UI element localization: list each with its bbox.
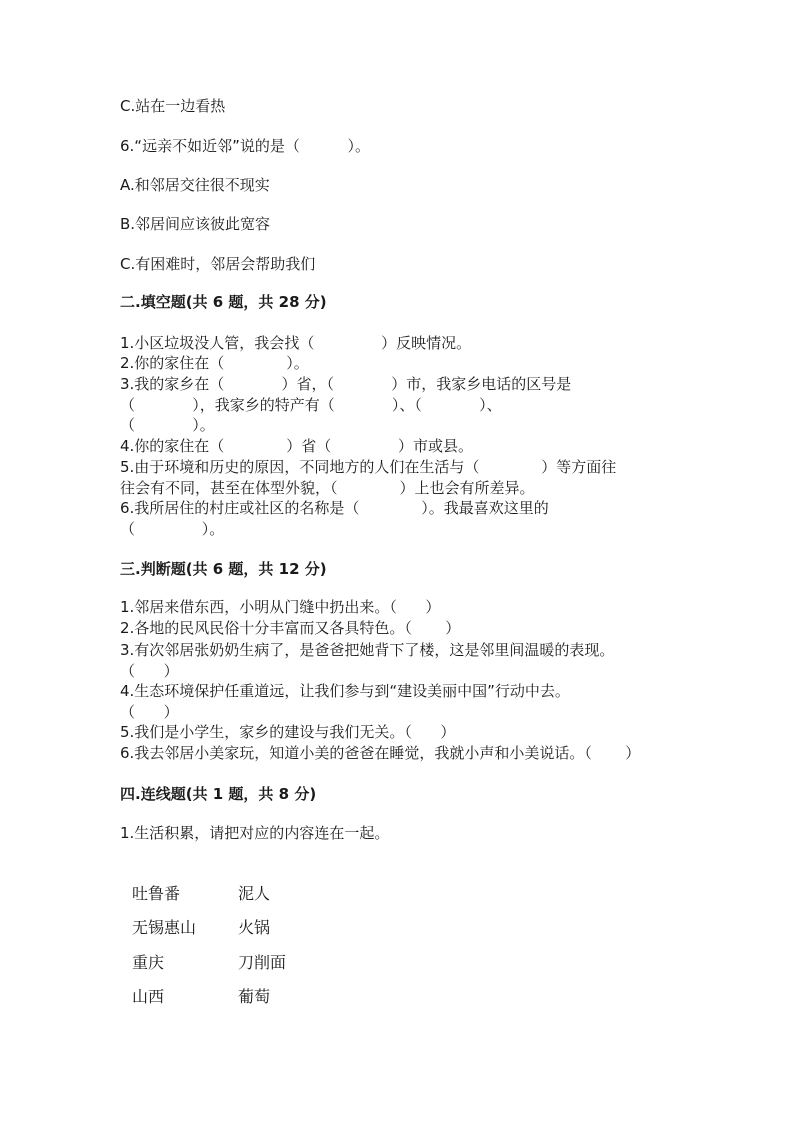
q6-option-a: A.和邻居交往很不现实 <box>120 176 270 194</box>
judge-line: （ ） <box>120 703 179 721</box>
match-left-item[interactable]: 重庆 <box>132 953 165 972</box>
match-left-item[interactable]: 无锡惠山 <box>132 918 197 937</box>
fill-line: （ ）。 <box>120 520 225 538</box>
fill-line: 2.你的家住在（ ）。 <box>120 354 309 372</box>
fill-line: 6.我所居住的村庄或社区的名称是（ ）。我最喜欢这里的 <box>120 499 549 517</box>
fill-line: （ ），我家乡的特产有（ ）、（ ）、 <box>120 396 502 414</box>
fill-line: 3.我的家乡在（ ）省，（ ）市，我家乡电话的区号是 <box>120 375 572 393</box>
judge-line: 5.我们是小学生，家乡的建设与我们无关。（ ） <box>120 723 456 741</box>
judge-line: 6.我去邻居小美家玩，知道小美的爸爸在睡觉，我就小声和小美说话。（ ） <box>120 744 641 762</box>
fill-line: 4.你的家住在（ ）省（ ）市或县。 <box>120 437 474 455</box>
q5-option-c: C.站在一边看热 <box>120 97 226 115</box>
section4-heading: 四.连线题(共 1 题，共 8 分) <box>120 785 317 803</box>
match-right-item[interactable]: 火锅 <box>238 918 271 937</box>
match-left-item[interactable]: 山西 <box>132 987 165 1006</box>
judge-line: 1.邻居来借东西，小明从门缝中扔出来。（ ） <box>120 598 441 616</box>
section3-heading: 三.判断题(共 6 题，共 12 分) <box>120 560 327 578</box>
judge-line: 4.生态环境保护任重道远，让我们参与到“建设美丽中国”行动中去。 <box>120 682 570 700</box>
match-left-item[interactable]: 吐鲁番 <box>132 884 181 903</box>
q6-question: 6.“远亲不如近邻”说的是（ ）。 <box>120 137 371 155</box>
judge-line: 2.各地的民风民俗十分丰富而又各具特色。（ ） <box>120 619 461 637</box>
fill-line: （ ）。 <box>120 416 215 434</box>
match-right-item[interactable]: 刀削面 <box>238 953 287 972</box>
judge-line: 3.有次邻居张奶奶生病了，是爸爸把她背下了楼，这是邻里间温暖的表现。 <box>120 641 615 659</box>
q6-option-b: B.邻居间应该彼此宽容 <box>120 215 271 233</box>
match-right-item[interactable]: 葡萄 <box>238 987 271 1006</box>
fill-line: 往会有不同，甚至在体型外貌，（ ）上也会有所差异。 <box>120 479 535 497</box>
judge-line: （ ） <box>120 662 179 680</box>
match-question: 1.生活积累，请把对应的内容连在一起。 <box>120 824 390 842</box>
section2-heading: 二.填空题(共 6 题，共 28 分) <box>120 293 327 311</box>
q6-option-c: C.有困难时，邻居会帮助我们 <box>120 255 316 273</box>
fill-line: 1.小区垃圾没人管，我会找（ ）反映情况。 <box>120 334 472 352</box>
match-right-item[interactable]: 泥人 <box>238 884 271 903</box>
fill-line: 5.由于环境和历史的原因，不同地方的人们在生活与（ ）等方面往 <box>120 458 617 476</box>
